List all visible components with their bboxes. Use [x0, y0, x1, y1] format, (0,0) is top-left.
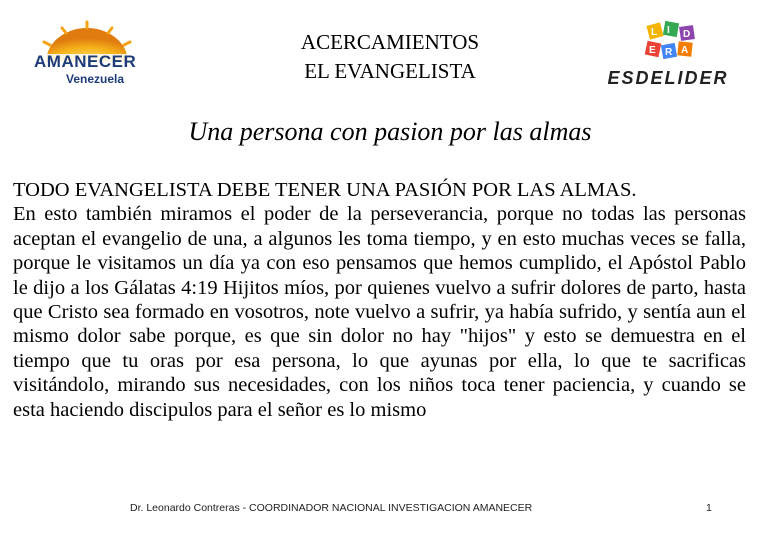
svg-text:E: E	[649, 45, 656, 56]
footer-author: Dr. Leonardo Contreras - COORDINADOR NACIONAL INVESTIGACION AMANECER	[130, 502, 533, 514]
body-heading: TODO EVANGELISTA DEBE TENER UNA PASIÓN POR LAS ALMAS.	[13, 179, 637, 201]
amanecer-logo-country: Venezuela	[66, 72, 125, 86]
svg-text:I: I	[667, 25, 670, 36]
svg-text:L: L	[651, 27, 658, 38]
svg-text:D: D	[683, 29, 691, 40]
esdelider-logo	[594, 18, 742, 92]
page-subtitle: Una persona con pasion por las almas	[188, 117, 592, 146]
amanecer-logo	[28, 18, 146, 90]
header-title-line2: EL EVANGELISTA	[304, 59, 476, 83]
svg-text:R: R	[665, 47, 673, 58]
page-number: 1	[706, 502, 712, 514]
amanecer-logo-word: AMANECER	[34, 52, 137, 71]
body-paragraph: En esto también miramos el poder de la perseverancia, porque no todas las personas aceptan el evangelio de una, a algunos les toma tiempo, y en esto muchas veces se falla, porque le visitamos un día ya con eso pensamos que hemos cumplido, el Apóstol Pablo le dijo a los Gálatas 4:19 Hijitos míos, por quienes vuelvo a sufrir dolores de parto, hasta que Cristo sea formado en vosotros, note vuelvo a sufrir, ya había sufrido, y sentía aun el mismo dolor sabe porque, es que sin dolor no hay "hijos" y esto se demuestra en el tiempo que tu oras por esa persona, lo que ayunas por ella, lo que te sacrificas visitándolo, mirando sus necesidades, con los niños toca tener paciencia, y cuando se esta haciendo discipulos para el señor es lo mismo	[13, 203, 746, 421]
esdelider-logo-word: ESDELIDER	[607, 68, 729, 88]
header-title-line1: ACERCAMIENTOS	[300, 30, 480, 54]
svg-text:A: A	[681, 45, 689, 56]
header-title	[200, 28, 580, 86]
body-text	[13, 178, 746, 422]
